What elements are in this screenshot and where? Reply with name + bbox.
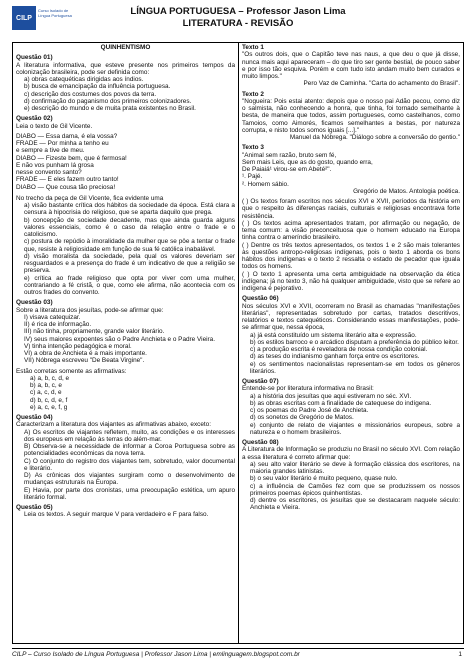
question-text: Leia os textos. A seguir marque V para verdadeiro e F para falso. [24,511,209,519]
question-title: Questão 04) [16,414,53,421]
poem-line: DIABO — Essa dama, é ela vossa? [16,132,118,140]
page-header [12,4,464,44]
item: VII) Nóbrega escreveu "De Beata Virgine". [24,357,145,365]
question-title: Questão 02) [16,115,53,123]
page-title: LÍNGUA PORTUGUESA – Professor Jason Lima [130,6,346,17]
section-title: QUINHENTISMO [100,44,151,51]
option: e) a, c, e, f, g [30,403,68,411]
question-text: Leia o texto de Gil Vicente. [16,122,93,130]
text-title: Texto 1 [242,44,264,51]
option: C) O conjunto do registro dos viajantes tem, sobretudo, valor documental e literário. [24,457,235,472]
footer-text: CILP – Curso Isolado de Língua Portuguesa | Professor Jason Lima | emlinguagem.blogspot.com.br [12,651,300,658]
option: b) o seu valor literário é muito pequeno, quase nulo. [250,475,398,483]
true-false-item: ( ) Os textos foram escritos nos séculos XVI e XVII, períodos da história em que o respeito às diferenças raciais, culturais e religiosas encontrava forte resistência. [242,198,460,220]
option: a) obras catequéticas dirigidas aos índios. [24,76,144,83]
question-text: Entende-se por literatura informativa no Brasil: [242,385,374,393]
question-text: Caracterizam a literatura dos viajantes as afirmativas abaixo, exceto: [16,421,212,429]
poem-line: Sem mais Leis, que as do gosto, quando erra, [242,158,373,166]
item: IV) seus maiores expoentes são o Padre Anchieta e o Padre Vieira. [24,335,216,343]
item: I) visava catequizar. [24,313,81,321]
question-title: Questão 08) [242,439,279,446]
item: II) é rica de informação. [24,321,92,328]
option: d) confirmação do paganismo dos primeiros colonizadores. [24,97,192,105]
item: V) tinha intenção pedagógica e moral. [24,342,132,350]
poem-line: FRADE — E eles fazem outro tanto! [16,176,119,184]
quote-text: "Os outros dois, que o Capitão teve nas naus, a que deu o que já disse, nunca mais aqui apareceram – do que tiro ser gente bestial, de pouco saber e por isso tão esquiva. Porém e com tudo isto andam muito bem curados e muito limpos." [242,51,460,80]
quote-text: "Nogueira: Pois estai atento: depois que o nosso pai Adão pecou, como diz o salmista, não conhecendo a honra, que tinha, foi tornado semelhante à besta, de maneira que todos, assim portugueses, como castelhanos, como Tamoios, como Aimorés, ficamos semelhantes a bestas, por natureza corrupta, e nisto todos somos iguais [...]." [242,97,460,134]
option: c) a influência de Camões fez com que se produzissem os nossos primeiros poemas épicos quinhentistas. [250,482,460,497]
right-column [239,43,463,643]
option: d) b, c, d, e, f [30,396,68,404]
option: a) seu alto valor literário se deve à formação clássica dos escritores, na maioria grandes latinistas. [250,460,460,475]
option: b) os estilos barroco e o arcádico disputam a preferência do público leitor. [250,338,459,346]
option: B) Observa-se a necessidade de informar a Coroa Portuguesa sobre as potencialidades econômicas da nova terra. [24,443,235,458]
option: A) Os escritos de viajantes refletem, muito, as condições e os interesses dos europeus em relação às terras do além-mar. [24,428,235,443]
text-title: Texto 2 [242,90,264,98]
item: VI) a obra de Anchieta é a mais importante. [24,350,147,357]
question-title: Questão 06) [242,295,279,303]
poem-line: DIABO — Que cousa tão preciosa! [16,183,116,191]
option: d) visão moralista da sociedade, pela qual os valores deveriam ser resguardados e a presença do frade é um indicativo de que a religião se preserva. [24,252,235,275]
option: d) dentre os escritores, os jesuítas que se destacaram naquele século: Anchieta e Vieira. [250,497,460,512]
option: b) concepção de sociedade decadente, mas que ainda guarda alguns valores essenciais, como é o caso da relação entre o frade e o catolicismo. [24,216,235,238]
option: e) descrição do mundo e de muita prata existentes no Brasil. [24,105,196,112]
quote-author: Pero Vaz de Caminha. "Carta do achamento do Brasil". [303,80,460,88]
option: b) a, b, c, e [30,382,62,389]
true-false-item: ( ) Os textos acima apresentados tratam, por afirmação ou negação, de tema comum: a visão preconceituosa que o homem educado na Europa tinha contra o ameríndio brasileiro. [242,219,460,242]
question-text: Sobre a literatura dos jesuítas, pode-se afirmar que: [16,306,164,314]
question-stem: Estão corretas somente as afirmativas: [16,367,127,375]
option: a) a, b, c, d, e [30,374,70,382]
option: b) as obras escritas com a finalidade de catequese do indígena. [250,399,432,407]
poem-line: DIABO — Fizeste bem, que é fermosa! [16,154,127,162]
option: e) os sentimentos nacionalistas representam-se em todos os gêneros literários. [250,360,460,375]
poem-line: FRADE — Por minha a tenho eu [16,140,109,147]
left-column [13,43,239,643]
question-title: Questão 01) [16,54,53,62]
option: e) conjunto de relato de viajantes e missionários europeus, sobre a natureza e o homem brasileiros. [250,421,460,436]
question-text: A literatura informativa, que esteve presente nos primeiros tempos da colonização brasileira, pode ser definida como: [16,61,235,76]
option: c) a, c, d, e [30,389,62,397]
option: b) busca de emancipação da influência portuguesa. [24,83,171,91]
content-table [12,42,464,644]
option: a) visão bastante crítica dos hábitos da sociedade da época. Está clara a censura à hipocrisia do religioso, que se aparta daquilo que prega. [24,202,235,217]
footnote: ². Homem sábio. [242,180,289,188]
option: c) descrição dos costumes dos povos da terra. [24,90,157,98]
poem-line: nesse convento santo? [16,169,82,176]
option: e) crítica ao frade religioso que opta por viver com uma mulher, contrariando a fé cristã, o que, como ele afirma, não acontecia com os outros frades do convento. [24,274,235,296]
question-title: Questão 07) [242,378,279,385]
quote-author: Manuel da Nóbrega. "Diálogo sobre a conversão do gentio." [289,134,460,141]
option: d) as teses do indianismo ganham força entre os escritores. [250,353,420,361]
quote-author: Gregório de Matos. Antologia poética. [353,187,460,195]
page-number: 1 [458,651,462,658]
poem-line: E não vos punham lá grosa [16,161,94,169]
option: a) a história dos jesuítas que aqui estiveram no séc. XVI. [250,392,412,400]
logo-mark: CILP [12,6,36,30]
item: III) não tinha, propriamente, grande valor literário. [24,328,165,336]
text-title: Texto 3 [242,144,264,152]
question-stem: No trecho da peça de Gil Vicente, fica evidente uma [16,194,164,202]
true-false-item: ( ) Dentre os três textos apresentados, os textos 1 e 2 são mais tolerantes às questões antropo-religiosas indígenas, pois o texto 1 aborda os bons hábitos dos indígenas e o texto 2 ressalta o estado de pecador que iguala todos os homens. [242,241,460,271]
poem-line: e sempre a tive de meu. [16,147,85,155]
question-text: Nos séculos XVI e XVII, ocorreram no Brasil as chamadas "manifestações literárias", representadas sobretudo por cartas, tratados descritivos, relatórios e textos catequéticos. Considerando essas manifestações, pode-se afirmar que, nessa época, [242,302,460,332]
poem-line: De Paiaiá¹ virou-se em Abeté²". [242,166,332,173]
true-false-item: ( ) O texto 1 apresenta uma certa ambiguidade na observação da ética indígena; já no texto 3, não há qualquer ambiguidade, visto que se refere ao indígena é pejorativo. [242,270,460,292]
option: c) os poemas do Padre José de Anchieta. [250,407,369,414]
option: d) os sonetos de Gregório de Matos. [250,414,354,422]
question-title: Questão 03) [16,299,53,307]
question-text: A Literatura de Informação se produziu no Brasil no século XVI. Com relação a essa literatura é correto afirmar que: [242,446,460,461]
option: c) a produção escrita é reveladora de nossa condição colonial. [250,346,428,353]
question-title: Questão 05) [16,504,53,511]
poem [16,133,235,191]
page-footer [12,648,464,662]
footnote: ¹. Pajé. [242,173,263,181]
poem-line: "Animal sem razão, bruto sem fé, [242,151,337,159]
option: D) As crônicas dos viajantes surgiram como o desenvolvimento de mudanças estruturais na Europa. [24,472,235,487]
option: E) Havia, por parte dos cronistas, uma preocupação estética, um apuro literário formal. [24,486,235,501]
logo-subtitle: Curso Isolado de Língua Portuguesa [38,8,72,18]
option: a) já está constituído um sistema literário alta e expressão. [250,331,417,339]
page-subtitle: LITERATURA - REVISÃO [182,18,294,29]
option: c) postura de repúdio à imoralidade da mulher que se pôe a tentar o frade que, resiste à religiosidade em função de sua fé católica inabalável. [24,238,235,253]
